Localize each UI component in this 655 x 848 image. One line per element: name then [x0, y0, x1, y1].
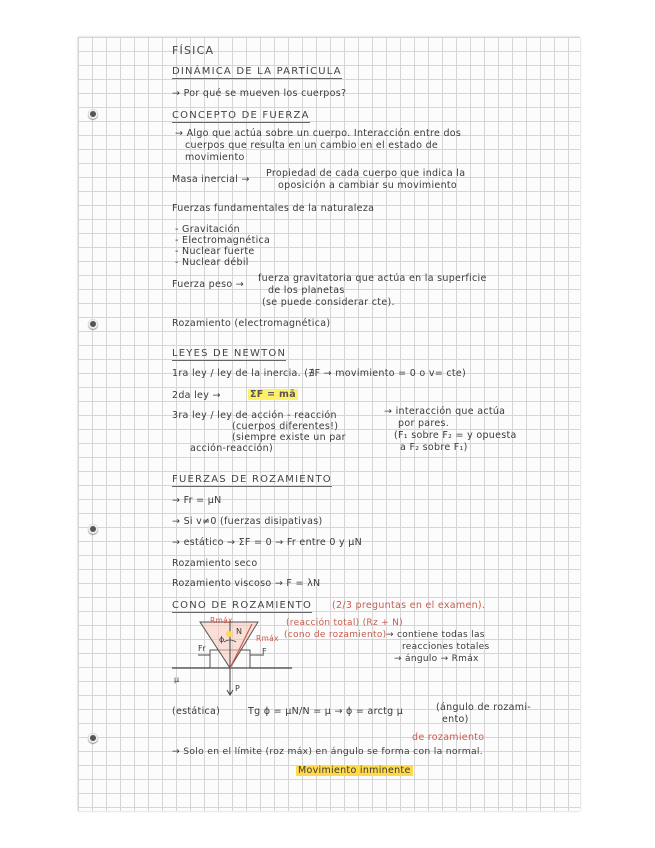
- law-2-label: 2da ley →: [172, 390, 221, 401]
- law-2-formula: ΣF = mā: [250, 389, 296, 400]
- law-3-right: → interacción que actúa: [384, 406, 506, 417]
- label-rmax-top: Rmáx: [210, 616, 233, 625]
- roz-line: → Fr = μN: [172, 495, 222, 506]
- law-1: 1ra ley / ley de la inercia. (∄F → movimiento = 0 o v= cte): [172, 368, 467, 379]
- roz-line: → estático → ΣF = 0 → Fr entre 0 y μN: [172, 537, 363, 548]
- law-3-note: (cuerpos diferentes!): [232, 421, 339, 432]
- peso-line: fuerza gravitatoria que actúa en la superficie: [258, 273, 487, 284]
- peso-line: de los planetas: [268, 285, 345, 296]
- label-fr: Fr: [198, 644, 206, 653]
- roz-heading: FUERZAS DE ROZAMIENTO: [172, 474, 332, 485]
- estatica-label: (estática): [172, 706, 221, 717]
- label-mu: μ: [174, 675, 180, 684]
- diagram-note: → ángulo → Rmáx: [394, 654, 479, 664]
- estatica-angle: (ángulo de rozami-: [436, 702, 532, 713]
- label-n: N: [236, 627, 243, 636]
- rozamiento-em: Rozamiento (electromagnética): [172, 318, 331, 329]
- law-3-note: acción-reacción): [190, 443, 273, 454]
- page-subtitle: DINÁMICA DE LA PARTÍCULA: [172, 66, 342, 77]
- concept-line: → Algo que actúa sobre un cuerpo. Interacción entre dos: [175, 128, 462, 139]
- fund-item: - Nuclear fuerte: [175, 246, 255, 257]
- page-title: FÍSICA: [172, 44, 215, 57]
- fund-item: - Nuclear débil: [175, 257, 249, 268]
- cono-note: (2/3 preguntas en el examen).: [332, 600, 486, 611]
- law-3-label: 3ra ley / ley de acción - reacción: [172, 410, 337, 421]
- concept-line: cuerpos que resulta en un cambio en el estado de: [185, 140, 439, 151]
- label-rmax-side: Rmáx: [256, 634, 279, 643]
- law-3-right: por pares.: [398, 418, 450, 429]
- estatica-formula: Tg ϕ = μN/N = μ → ϕ = arctg μ: [248, 706, 404, 717]
- cono-heading: CONO DE ROZAMIENTO: [172, 600, 313, 611]
- label-phi: ϕ: [219, 635, 225, 644]
- masa-line: Propiedad de cada cuerpo que indica la: [266, 168, 466, 179]
- concept-heading: CONCEPTO DE FUERZA: [172, 110, 310, 121]
- diagram-note: reacciones totales: [402, 642, 490, 652]
- roz-viscoso: Rozamiento viscoso → F = λN: [172, 578, 321, 589]
- final-highlight: Movimiento inminente: [298, 765, 411, 776]
- roz-seco: Rozamiento seco: [172, 558, 258, 569]
- law-3-right: (F₁ sobre F₂ = y opuesta: [394, 430, 517, 441]
- roz-line: → Si v≠0 (fuerzas disipativas): [172, 516, 323, 527]
- fund-item: - Gravitación: [175, 224, 240, 235]
- estatica-angle: ento): [442, 714, 469, 725]
- fund-item: - Electromagnética: [175, 235, 271, 246]
- final-line: → Solo en el límite (roz máx) en ángulo se forma con la normal.: [172, 746, 483, 757]
- question-line: → Por qué se mueven los cuerpos?: [172, 88, 347, 99]
- label-f: F: [262, 647, 267, 656]
- masa-label: Masa inercial →: [172, 174, 250, 185]
- diagram-note: (reacción total) (Rz + N): [286, 618, 403, 628]
- concept-line: movimiento: [185, 152, 245, 163]
- fund-heading: Fuerzas fundamentales de la naturaleza: [172, 203, 375, 214]
- estatica-angle: de rozamiento: [412, 732, 485, 743]
- diagram-note: (cono de rozamiento): [284, 630, 387, 640]
- newton-heading: LEYES DE NEWTON: [172, 348, 287, 359]
- label-p: P: [235, 684, 241, 693]
- peso-label: Fuerza peso →: [172, 279, 245, 290]
- masa-line: oposición a cambiar su movimiento: [278, 180, 458, 191]
- diagram-note: → contiene todas las: [386, 630, 485, 640]
- law-3-note: (siempre existe un par: [232, 432, 346, 443]
- law-3-right: a F₂ sobre F₁): [400, 442, 468, 453]
- peso-line: (se puede considerar cte).: [262, 297, 395, 308]
